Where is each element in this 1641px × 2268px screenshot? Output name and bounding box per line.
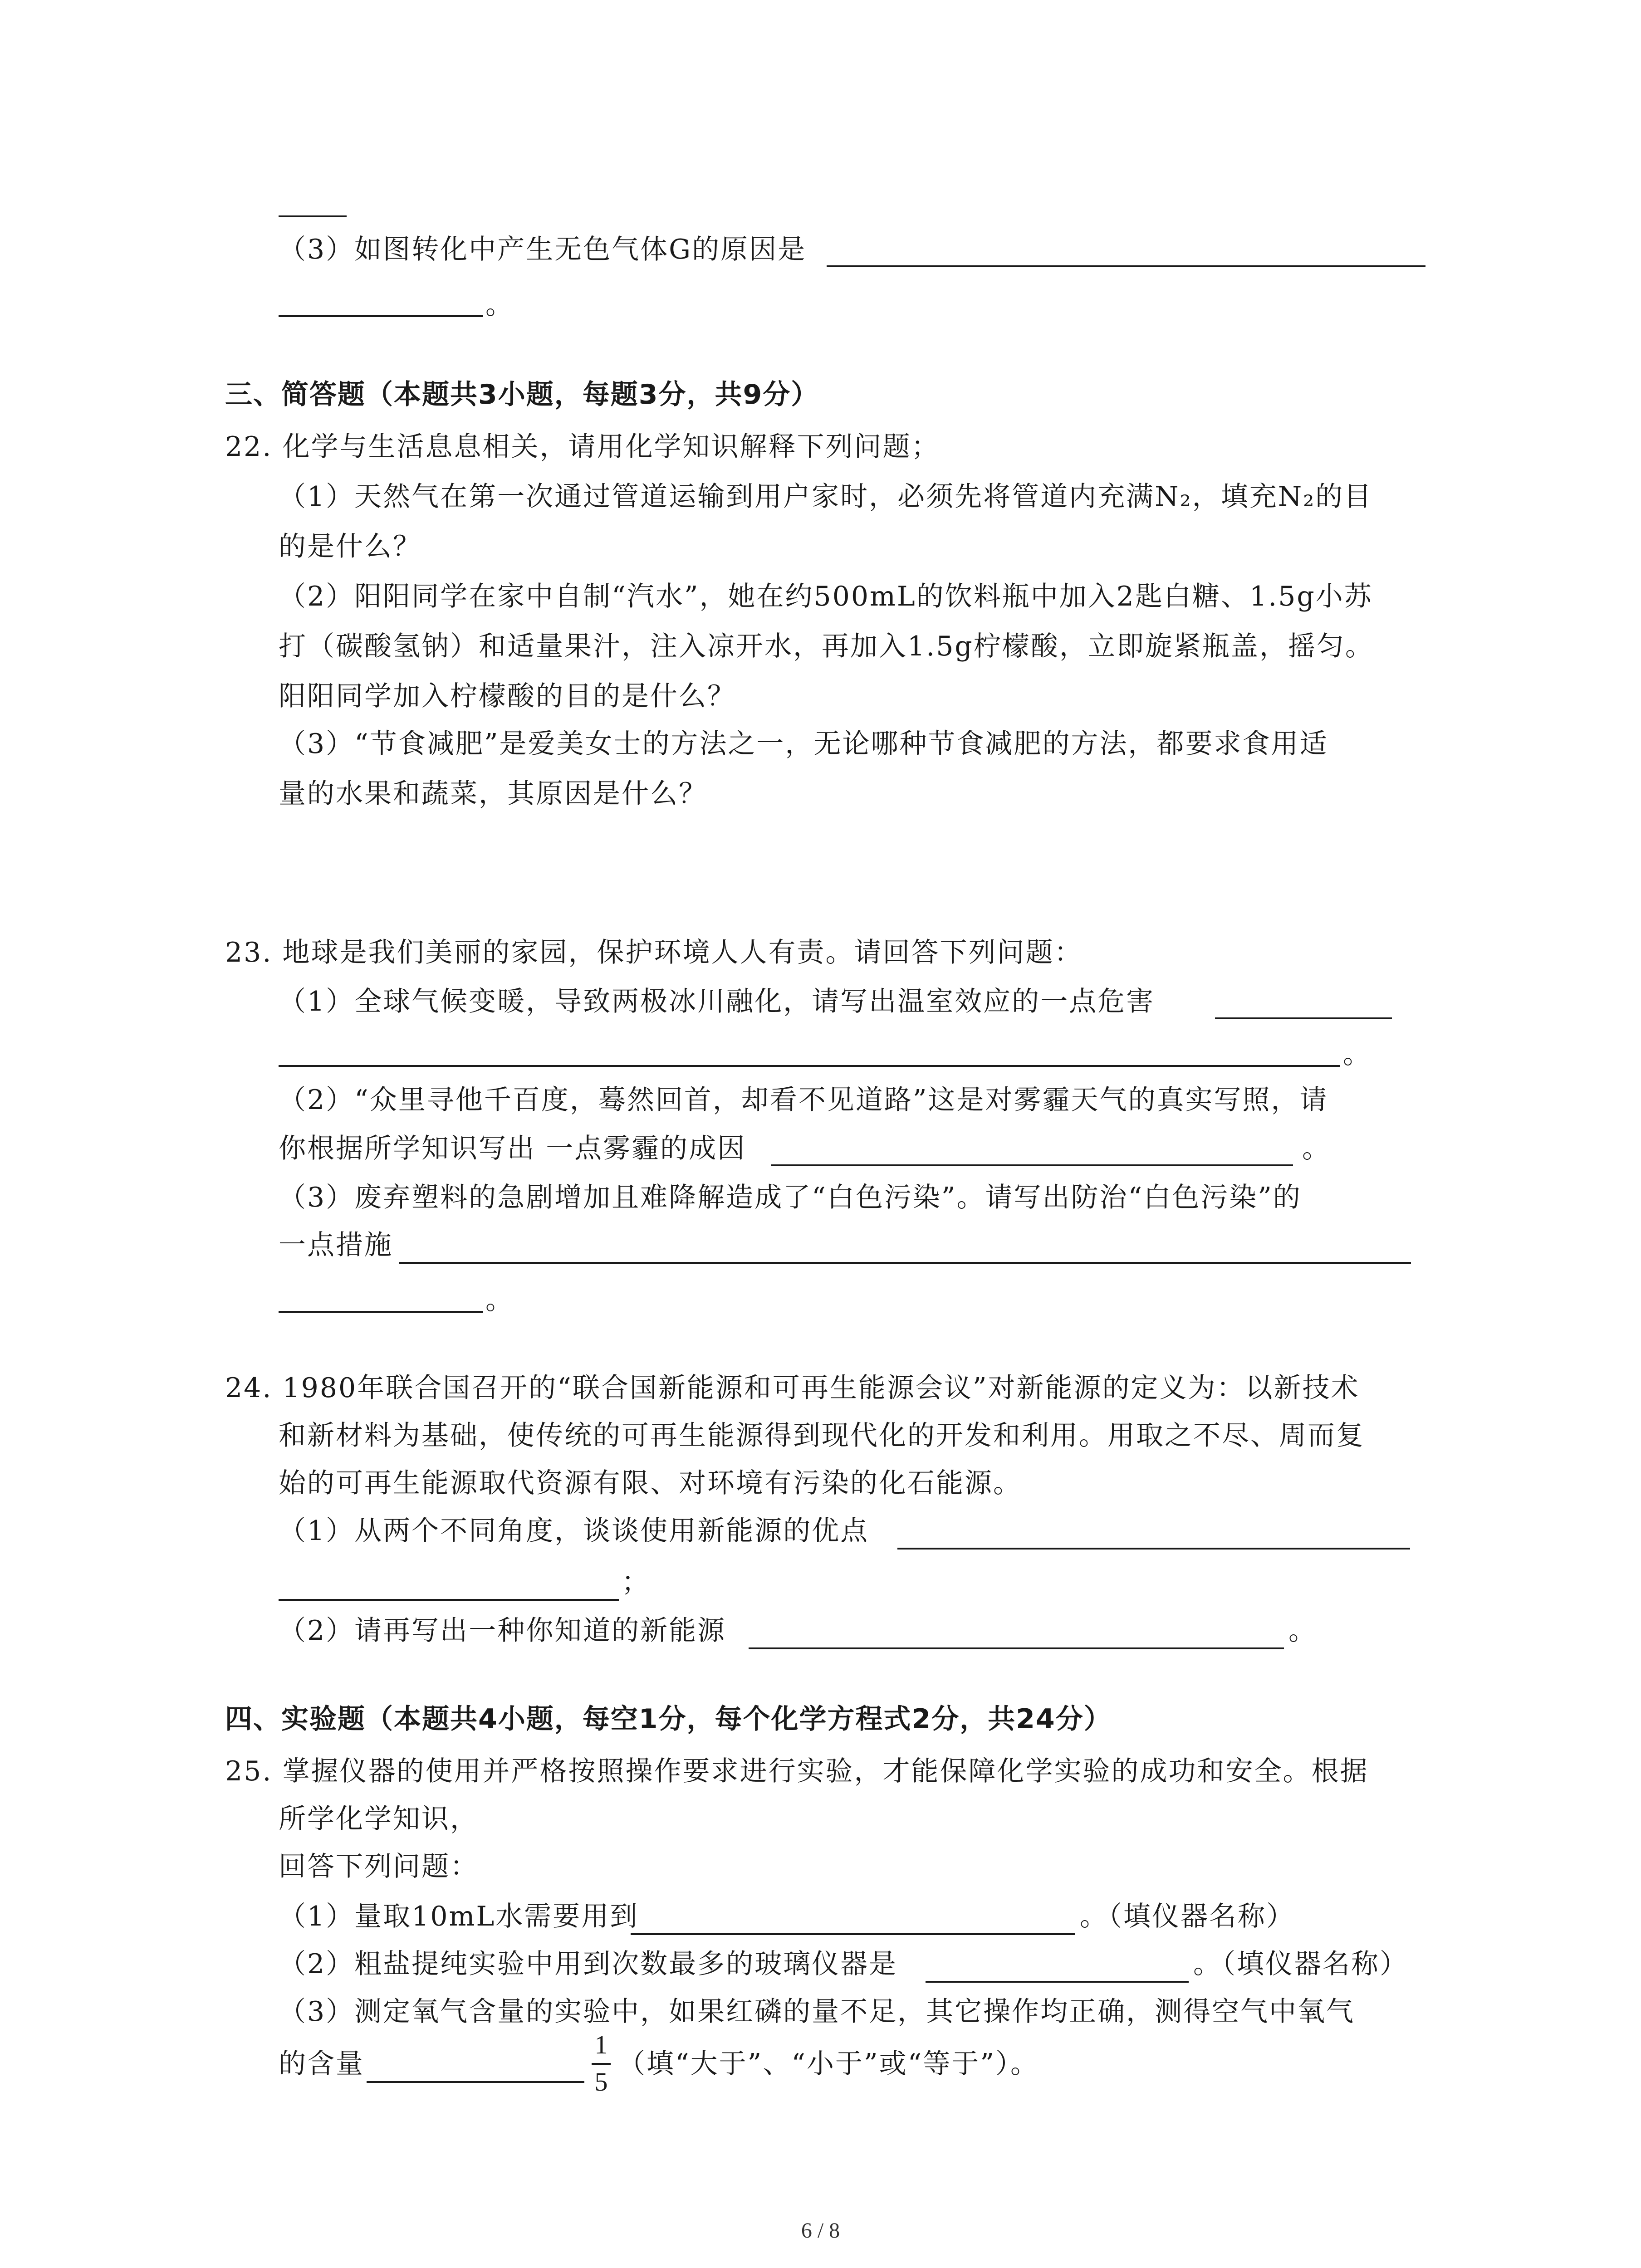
q22-part2-cont: 打（碳酸氢钠）和适量果汁，注入凉开水，再加入1.5g柠檬酸，立即旋紧瓶盖，摇匀。	[279, 631, 1374, 662]
q24-part1-end: ；	[622, 1566, 650, 1598]
q22-part3: （3）“节食减肥”是爱美女士的方法之一，无论哪种节食减肥的方法，都要求食用适	[279, 728, 1328, 760]
q25-stem-cont: 回答下列问题：	[279, 1851, 479, 1882]
answer-blank[interactable]	[279, 1311, 483, 1313]
q23-part3-cont: 一点措施	[279, 1229, 393, 1261]
answer-blank[interactable]	[771, 1164, 1293, 1166]
q25-stem-cont: 所学化学知识，	[279, 1803, 479, 1835]
q24-stem-cont: 始的可再生能源取代资源有限、对环境有污染的化石能源。	[279, 1467, 1022, 1499]
q23-stem: 23. 地球是我们美丽的家园，保护环境人人有责。请回答下列问题：	[225, 937, 1083, 968]
fraction-bar	[592, 2063, 611, 2065]
answer-blank[interactable]	[279, 215, 347, 217]
answer-blank[interactable]	[279, 315, 483, 317]
q24-stem: 24. 1980年联合国召开的“联合国新能源和可再生能源会议”对新能源的定义为：以新技术	[225, 1372, 1360, 1404]
q25-part2-end: 。（填仪器名称）	[1193, 1948, 1408, 1980]
q23-part1-end: 。	[1343, 1038, 1372, 1070]
q23-part3: （3）废弃塑料的急剧增加且难降解造成了“白色污染”。请写出防治“白色污染”的	[279, 1182, 1302, 1213]
q23-part2-cont: 你根据所学知识写出 一点雾霾的成因	[279, 1133, 746, 1164]
q23-part1: （1）全球气候变暖，导致两极冰川融化，请写出温室效应的一点危害	[279, 986, 1155, 1017]
q23-part2: （2）“众里寻他千百度，蓦然回首，却看不见道路”这是对雾霾天气的真实写照，请	[279, 1084, 1328, 1116]
answer-blank[interactable]	[279, 1599, 619, 1601]
q25-part3-cont: 的含量	[279, 2048, 364, 2080]
answer-blank[interactable]	[926, 1981, 1189, 1983]
q22-stem: 22. 化学与生活息息相关，请用化学知识解释下列问题；	[225, 431, 940, 463]
q24-part2-end: 。	[1288, 1615, 1317, 1647]
q25-part1: （1）量取10mL水需要用到	[279, 1901, 639, 1932]
section-heading: 四、实验题（本题共4小题，每空1分，每个化学方程式2分，共24分）	[225, 1703, 1112, 1735]
answer-blank[interactable]	[827, 265, 1425, 267]
page-number: 6 / 8	[801, 2219, 840, 2243]
section-heading: 三、简答题（本题共3小题，每题3分，共9分）	[225, 379, 819, 411]
answer-blank[interactable]	[367, 2081, 584, 2083]
q24-stem-cont: 和新材料为基础，使传统的可再生能源得到现代化的开发和利用。用取之不尽、周而复	[279, 1420, 1365, 1452]
q22-part1-cont: 的是什么？	[279, 531, 421, 562]
answer-blank[interactable]	[399, 1262, 1411, 1264]
q24-part1: （1）从两个不同角度，谈谈使用新能源的优点	[279, 1515, 869, 1547]
fraction-numerator: 1	[594, 2030, 608, 2059]
answer-blank[interactable]	[897, 1548, 1410, 1549]
q25-part3: （3）测定氧气含量的实验中，如果红磷的量不足，其它操作均正确，测得空气中氧气	[279, 1996, 1355, 2028]
q25-part2: （2）粗盐提纯实验中用到次数最多的玻璃仪器是	[279, 1948, 898, 1980]
answer-blank[interactable]	[631, 1933, 1075, 1935]
q25-stem: 25. 掌握仪器的使用并严格按照操作要求进行实验，才能保障化学实验的成功和安全。根据	[225, 1755, 1369, 1787]
q23-part3-end: 。	[485, 1284, 514, 1316]
q22-part2-cont: 阳阳同学加入柠檬酸的目的是什么？	[279, 680, 736, 712]
q22-part3-cont: 量的水果和蔬菜，其原因是什么？	[279, 778, 707, 810]
fraction-denominator: 5	[594, 2067, 608, 2097]
q24-part2: （2）请再写出一种你知道的新能源	[279, 1615, 726, 1647]
q22-part1: （1）天然气在第一次通过管道运输到用户家时，必须先将管道内充满N₂，填充N₂的目	[279, 481, 1373, 513]
q25-part3-end: （填“大于”、“小于”或“等于”）。	[618, 2048, 1039, 2080]
answer-blank[interactable]	[1215, 1017, 1392, 1019]
q22-part2: （2）阳阳同学在家中自制“汽水”，她在约500mL的饮料瓶中加入2匙白糖、1.5g小苏	[279, 581, 1373, 612]
q21-end: 。	[485, 289, 514, 321]
q25-part1-end: 。（填仪器名称）	[1080, 1901, 1295, 1932]
answer-blank[interactable]	[279, 1065, 1340, 1067]
answer-blank[interactable]	[749, 1647, 1284, 1649]
q23-part2-end: 。	[1302, 1133, 1331, 1164]
q21-part3: （3）如图转化中产生无色气体G的原因是	[279, 234, 807, 265]
